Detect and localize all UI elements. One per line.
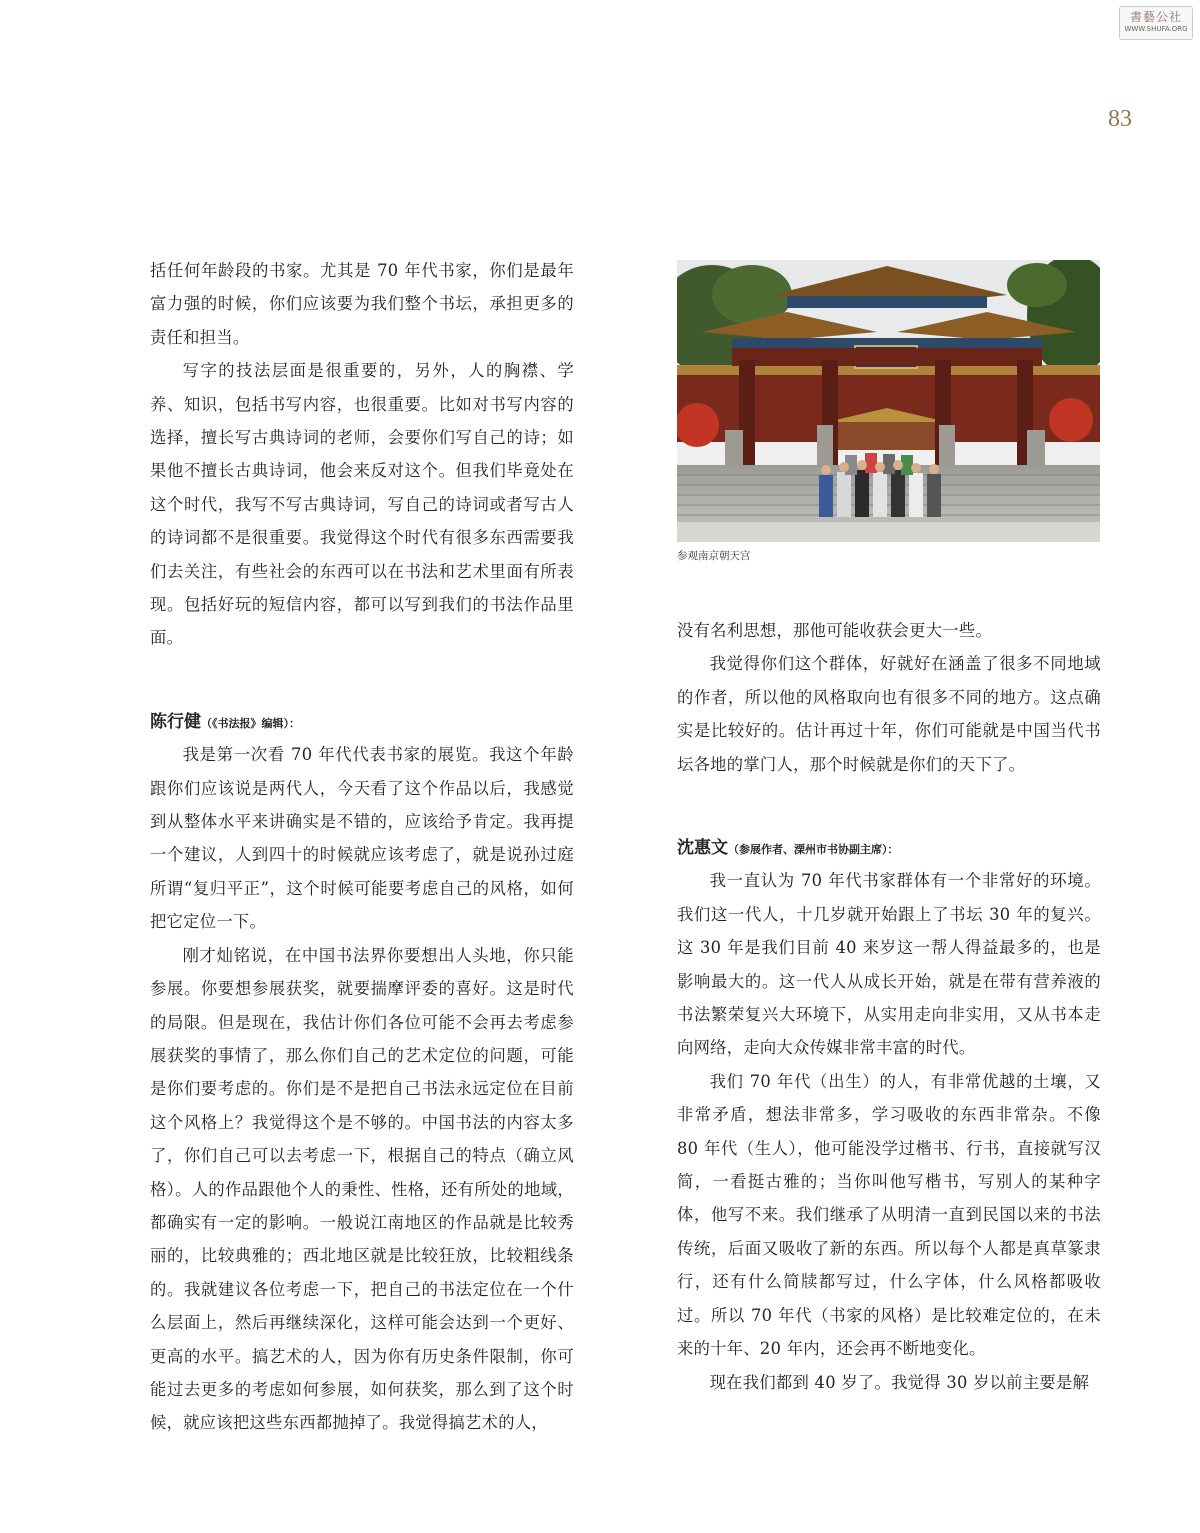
paragraph: 没有名利思想，那他可能收获会更大一些。 bbox=[677, 621, 993, 640]
paragraph: 写字的技法层面是很重要的，另外，人的胸襟、学养、知识，包括书写内容，也很重要。比如对书写内容的选择，擅长写古典诗词的老师，会要你们写自己的诗；如果他不擅长古典诗词，他会来反对这个。但我们毕竟处在这个时代，我写不写古典诗词，写自己的诗词或者写古人的诗词都不是很重要。我觉得这个时代有很多东西需要我们去关注，有些社会的东西可以在书法和艺术里面有所表现。包括好玩的短信内容，都可以写到我们的书法作品里面。 bbox=[150, 361, 574, 648]
paragraph: 我一直认为 70 年代书家群体有一个非常好的环境。我们这一代人，十几岁就开始跟上了书坛 30 年的复兴。这 30 年是我们目前 40 来岁这一帮人得益最多的，也是影响最大的。这一代人从成长开始，就是在带有营养液的书法繁荣复兴大环境下，从实用走向非实用，又从书本走向网络，走向大众传媒非常丰富的时代。 bbox=[677, 871, 1101, 1058]
page-number: 83 bbox=[1108, 106, 1132, 132]
watermark-logo-text: 書藝公社 bbox=[1129, 10, 1182, 24]
left-column bbox=[150, 254, 574, 1440]
paragraph: 我们 70 年代（出生）的人，有非常优越的土壤，又非常矛盾，想法非常多，学习吸收的东西非常杂。不像 80 年代（生人），他可能没学过楷书、行书，直接就写汉简，一看挺古雅的；当你叫他写楷书，写别人的某种字体，他写不来。我们继承了从明清一直到民国以来的书法传统，后面又吸收了新的东西。所以每个人都是真草篆隶行，还有什么简牍都写过，什么字体，什么风格都吸收过。所以 70 年代（书家的风格）是比较难定位的，在未来的十年、20 年内，还会再不断地变化。 bbox=[677, 1071, 1101, 1359]
speaker-heading bbox=[150, 705, 574, 738]
paragraph: 括任何年龄段的书家。尤其是 70 年代书家，你们是最年富力强的时候，你们应该要为我们整个书坛，承担更多的责任和担当。 bbox=[150, 261, 574, 347]
paragraph: 现在我们都到 40 岁了。我觉得 30 岁以前主要是解 bbox=[709, 1372, 1090, 1392]
watermark-logo bbox=[1119, 6, 1193, 40]
paragraph: 刚才灿铭说，在中国书法界你要想出人头地，你只能参展。你要想参展获奖，就要揣摩评委的喜好。这是时代的局限。但是现在，我估计你们各位可能不会再去考虑参展获奖的事情了，那么你们自己的艺术定位的问题，可能是你们要考虑的。你们是不是把自己书法永远定位在目前这个风格上？我觉得这个是不够的。中国书法的内容太多了，你们自己可以去考虑一下，根据自己的特点（确立风格）。人的作品跟他个人的秉性、性格，还有所处的地域，都确实有一定的影响。一般说江南地区的作品就是比较秀丽的，比较典雅的；西北地区就是比较狂放，比较粗线条的。我就建议各位考虑一下，把自己的书法定位在一个什么层面上，然后再继续深化，这样可能会达到一个更好、更高的水平。搞艺术的人，因为你有历史条件限制，你可能过去更多的考虑如何参展，如何获奖，那么到了这个时候，就应该把这些东西都抛掉了。我觉得搞艺术的人， bbox=[150, 945, 574, 1433]
paragraph: 我觉得你们这个群体，好就好在涵盖了很多不同地域的作者，所以他的风格取向也有很多不同的地方。这点确实是比较好的。估计再过十年，你们可能就是中国当代书坛各地的掌门人，那个时候就是你们的天下了。 bbox=[677, 654, 1101, 774]
speaker-name: 陈行健 bbox=[150, 711, 201, 732]
watermark-url: WWW.SHUFA.ORG bbox=[1124, 25, 1188, 33]
speaker-name: 沈惠文 bbox=[677, 838, 728, 859]
paragraph: 我是第一次看 70 年代代表书家的展览。我这个年龄跟你们应该说是两代人，今天看了这个作品以后，我感觉到从整体水平来讲确实是不错的，应该给予肯定。我再提一个建议，人到四十的时候就应该考虑了，就是说孙过庭所谓“复归平正”，这个时候可能要考虑自己的风格，如何把它定位一下。 bbox=[150, 745, 574, 932]
speaker-heading bbox=[677, 831, 1101, 864]
photo-caption: 参观南京朝天宫 bbox=[677, 550, 751, 562]
speaker-role: （参展作者、溧州市书协副主席）： bbox=[728, 843, 899, 857]
speaker-role: （《书法报》编辑）： bbox=[201, 716, 300, 730]
photo-chaotiangong bbox=[677, 260, 1100, 542]
gate-photo-illustration bbox=[677, 260, 1100, 542]
right-column bbox=[677, 614, 1101, 1399]
